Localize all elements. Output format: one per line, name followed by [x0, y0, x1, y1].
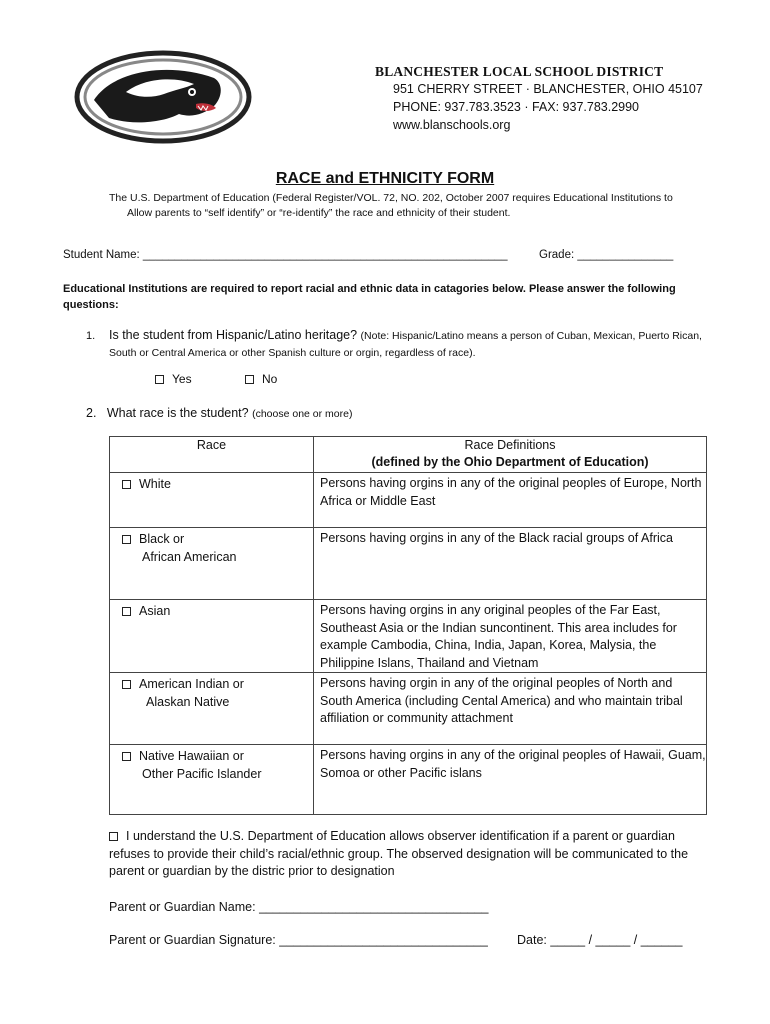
form-title: RACE and ETHNICITY FORM: [275, 170, 495, 187]
race-label-line-2: Alaskan Native: [146, 695, 230, 709]
q1-note-line-2: South or Central America or other Spanish culture or orgin, regardless of race).: [109, 347, 476, 359]
race-label-line-2: African American: [142, 550, 237, 564]
race-label: Black or: [139, 532, 185, 546]
american-indian-checkbox[interactable]: [122, 680, 131, 689]
q1-question: Is the student from Hispanic/Latino heritage?: [109, 328, 358, 342]
table-row: [110, 528, 707, 600]
black-checkbox[interactable]: [122, 535, 131, 544]
parent-name-field[interactable]: Parent or Guardian Name: _________________________________: [109, 900, 489, 914]
q2-hint: (choose one or more): [252, 408, 353, 420]
q1-yes-option[interactable]: [155, 372, 192, 386]
race-label: Asian: [139, 604, 171, 618]
district-website: www.blanschools.org: [393, 118, 511, 132]
district-phone: PHONE: 937.783.3523 · FAX: 937.783.2990: [393, 100, 640, 114]
race-label: American Indian or: [139, 677, 244, 691]
race-definition: Persons having orgins in any original peoples of the Far East, Southeast Asia or the Indian suncontinent. This area includes for example Cambodia, China, India, Japan, Korea, Malysia, the Philippine Islans, Thailand and Vietnam: [320, 603, 677, 670]
race-definition: Persons having orgin in any of the original peoples of North and South America (including Cental America) and who maintain tribal affiliation or community attachment: [320, 676, 683, 725]
race-definition: Persons having orgins in any of the original peoples of Hawaii, Guam, Somoa or other Pacific islans: [320, 748, 706, 780]
definition-header-line-1: Race Definitions: [464, 438, 556, 452]
table-row: [110, 600, 707, 673]
panther-logo: [74, 48, 252, 146]
district-address: 951 CHERRY STREET · BLANCHESTER, OHIO 45107: [393, 82, 703, 96]
definition-header-line-2: (defined by the Ohio Department of Education): [371, 455, 649, 469]
district-name: BLANCHESTER LOCAL SCHOOL DISTRICT: [375, 64, 664, 79]
race-table: [109, 436, 707, 815]
intro-line-2: Allow parents to “self identify” or “re-identify” the race and ethnicity of their student.: [127, 207, 511, 219]
race-definition: Persons having orgins in any of the Black racial groups of Africa: [320, 531, 673, 545]
student-name-field[interactable]: Student Name: _________________________________________________________: [63, 249, 508, 261]
race-label: Native Hawaiian or: [139, 749, 244, 763]
reporting-notice: Educational Institutions are required to report racial and ethnic data in catagories below. Please answer the following questions:: [63, 283, 676, 311]
q1-number: 1.: [86, 330, 96, 342]
form-intro: [109, 191, 709, 221]
table-row: [110, 745, 707, 815]
no-checkbox[interactable]: [245, 375, 254, 384]
native-hawaiian-checkbox[interactable]: [122, 752, 131, 761]
race-definition: Persons having orgins in any of the original peoples of Europe, North Africa or Middle East: [320, 476, 702, 508]
acknowledgement-text: I understand the U.S. Department of Education allows observer identification if a parent or guardian refuses to provide their child’s racial/ethnic group. The observed designation will be communicated to the parent or guardian by the distric prior to designation: [109, 829, 689, 878]
table-row: [110, 473, 707, 528]
race-col-header: Race: [110, 437, 314, 473]
table-row: [110, 673, 707, 745]
parent-signature-field[interactable]: Parent or Guardian Signature: ______________________________: [109, 933, 488, 947]
race-label-line-2: Other Pacific Islander: [142, 767, 262, 781]
intro-line-1: The U.S. Department of Education (Federal Register/VOL. 72, NO. 202, October 2007 requires Educational Institutions to: [109, 192, 673, 204]
yes-checkbox[interactable]: [155, 375, 164, 384]
race-label: White: [139, 477, 171, 491]
q2-number: 2.: [86, 406, 97, 420]
acknowledgement-block: [109, 828, 719, 881]
grade-field[interactable]: Grade: _______________: [539, 249, 674, 261]
definition-col-header: [314, 437, 707, 473]
acknowledgement-checkbox[interactable]: [109, 832, 118, 841]
q2-block: [86, 406, 352, 420]
q1-note: (Note: Hispanic/Latino means a person of Cuban, Mexican, Puerto Rican,: [360, 330, 702, 342]
white-checkbox[interactable]: [122, 480, 131, 489]
q1-block: [109, 327, 729, 362]
asian-checkbox[interactable]: [122, 607, 131, 616]
q1-no-option[interactable]: [245, 372, 277, 386]
q2-question: What race is the student?: [106, 406, 249, 420]
date-field[interactable]: Date: _____ / _____ / ______: [517, 933, 683, 947]
yes-label: Yes: [172, 372, 192, 386]
no-label: No: [262, 372, 278, 386]
